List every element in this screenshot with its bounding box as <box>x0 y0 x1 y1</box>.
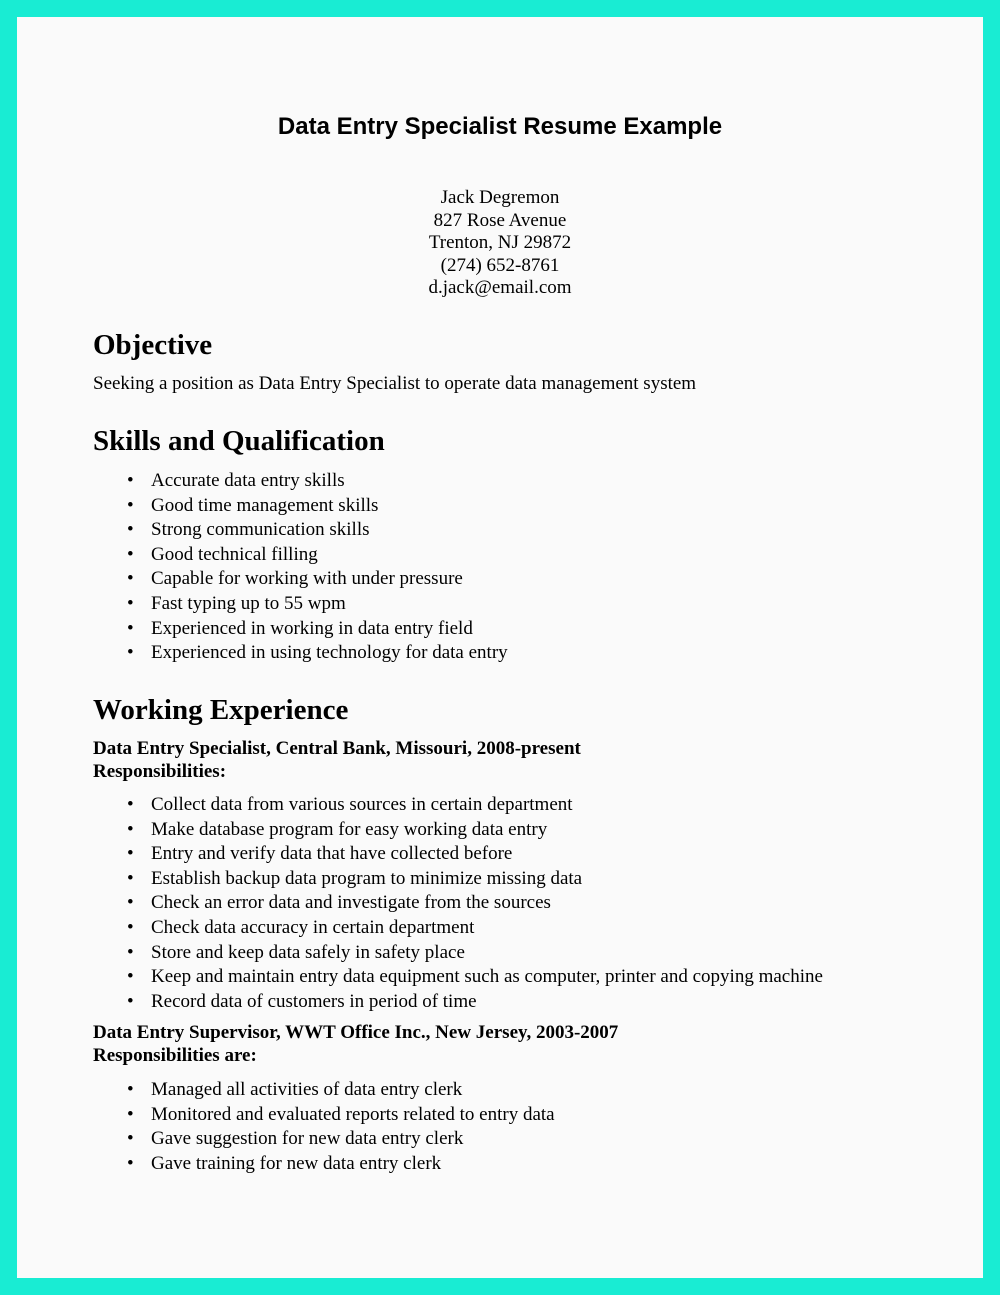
objective-heading: Objective <box>93 329 213 361</box>
document-title: Data Entry Specialist Resume Example <box>277 113 723 140</box>
bullet-icon: • <box>127 1152 134 1174</box>
skills-heading: Skills and Qualification <box>93 425 385 457</box>
bullet-icon: • <box>127 843 134 865</box>
objective-text: Seeking a position as Data Entry Specialist to operate data management system <box>93 373 697 394</box>
list-item-text: Strong communication skills <box>151 519 370 541</box>
list-item-text: Record data of customers in period of time <box>151 990 477 1012</box>
bullet-icon: • <box>127 867 134 889</box>
list-item-text: Make database program for easy working data entry <box>151 818 548 840</box>
list-item <box>125 818 823 843</box>
list-item-text: Capable for working with under pressure <box>151 568 463 590</box>
list-item <box>125 494 508 519</box>
list-item-text: Check an error data and investigate from the sources <box>151 892 551 914</box>
list-item <box>125 1152 555 1177</box>
list-item <box>125 916 823 941</box>
bullet-icon: • <box>127 470 134 491</box>
list-item-text: Store and keep data safely in safety place <box>151 941 465 963</box>
list-item <box>125 1127 555 1152</box>
bullet-icon: • <box>127 1103 134 1125</box>
experience-heading: Working Experience <box>93 694 349 726</box>
bullet-icon: • <box>127 966 134 988</box>
list-item <box>125 641 508 666</box>
list-item-text: Experienced in using technology for data entry <box>151 642 508 664</box>
list-item-text: Collect data from various sources in certain department <box>151 794 573 815</box>
bullet-icon: • <box>127 916 134 938</box>
list-item-text: Check data accuracy in certain department <box>151 916 475 938</box>
list-item <box>125 990 823 1015</box>
list-item-text: Good technical filling <box>151 543 318 565</box>
job-1-header <box>93 737 581 783</box>
job-2-header <box>93 1021 618 1067</box>
skills-list <box>125 469 508 666</box>
list-item-text: Entry and verify data that have collected before <box>151 843 513 865</box>
list-item <box>125 617 508 642</box>
list-item-text: Monitored and evaluated reports related to entry data <box>151 1103 555 1125</box>
job-2-title: Data Entry Supervisor, WWT Office Inc., New Jersey, 2003-2007 <box>93 1022 619 1043</box>
contact-block <box>0 187 1000 300</box>
job-1-title: Data Entry Specialist, Central Bank, Missouri, 2008-present <box>93 738 581 759</box>
list-item <box>125 941 823 966</box>
list-item-text: Gave training for new data entry clerk <box>151 1152 442 1174</box>
list-item <box>125 793 823 818</box>
list-item <box>125 469 508 494</box>
list-item <box>125 1078 555 1103</box>
list-item <box>125 965 823 990</box>
bullet-icon: • <box>127 494 134 516</box>
list-item-text: Accurate data entry skills <box>151 470 345 491</box>
list-item-text: Gave suggestion for new data entry clerk <box>151 1128 464 1150</box>
bullet-icon: • <box>127 592 134 614</box>
bullet-icon: • <box>127 519 134 541</box>
bullet-icon: • <box>127 818 134 840</box>
list-item <box>125 891 823 916</box>
list-item <box>125 543 508 568</box>
bullet-icon: • <box>127 990 134 1012</box>
bullet-icon: • <box>127 1079 134 1100</box>
contact-phone: (274) 652-8761 <box>440 254 560 276</box>
bullet-icon: • <box>127 568 134 590</box>
job-1-responsibilities-label: Responsibilities: <box>93 761 227 782</box>
list-item <box>125 592 508 617</box>
list-item-text: Keep and maintain entry data equipment such as computer, printer and copying machine <box>151 966 823 988</box>
list-item-text: Fast typing up to 55 wpm <box>151 592 346 614</box>
list-item <box>125 518 508 543</box>
list-item-text: Establish backup data program to minimize missing data <box>151 867 583 889</box>
bullet-icon: • <box>127 543 134 565</box>
contact-name: Jack Degremon <box>440 187 560 208</box>
list-item <box>125 567 508 592</box>
job-2-responsibilities-list <box>125 1078 555 1176</box>
list-item <box>125 1103 555 1128</box>
bullet-icon: • <box>127 642 134 664</box>
bullet-icon: • <box>127 941 134 963</box>
contact-city: Trenton, NJ 29872 <box>428 232 572 253</box>
list-item-text: Managed all activities of data entry clerk <box>151 1079 463 1100</box>
bullet-icon: • <box>127 892 134 914</box>
bullet-icon: • <box>127 1128 134 1150</box>
contact-street: 827 Rose Avenue <box>433 209 567 231</box>
bullet-icon: • <box>127 617 134 639</box>
list-item-text: Good time management skills <box>151 494 379 516</box>
list-item-text: Experienced in working in data entry field <box>151 617 473 639</box>
job-1-responsibilities-list <box>125 793 823 1014</box>
list-item <box>125 867 823 892</box>
job-2-responsibilities-label: Responsibilities are: <box>93 1045 257 1066</box>
contact-email: d.jack@email.com <box>428 277 572 298</box>
bullet-icon: • <box>127 794 134 815</box>
list-item <box>125 842 823 867</box>
